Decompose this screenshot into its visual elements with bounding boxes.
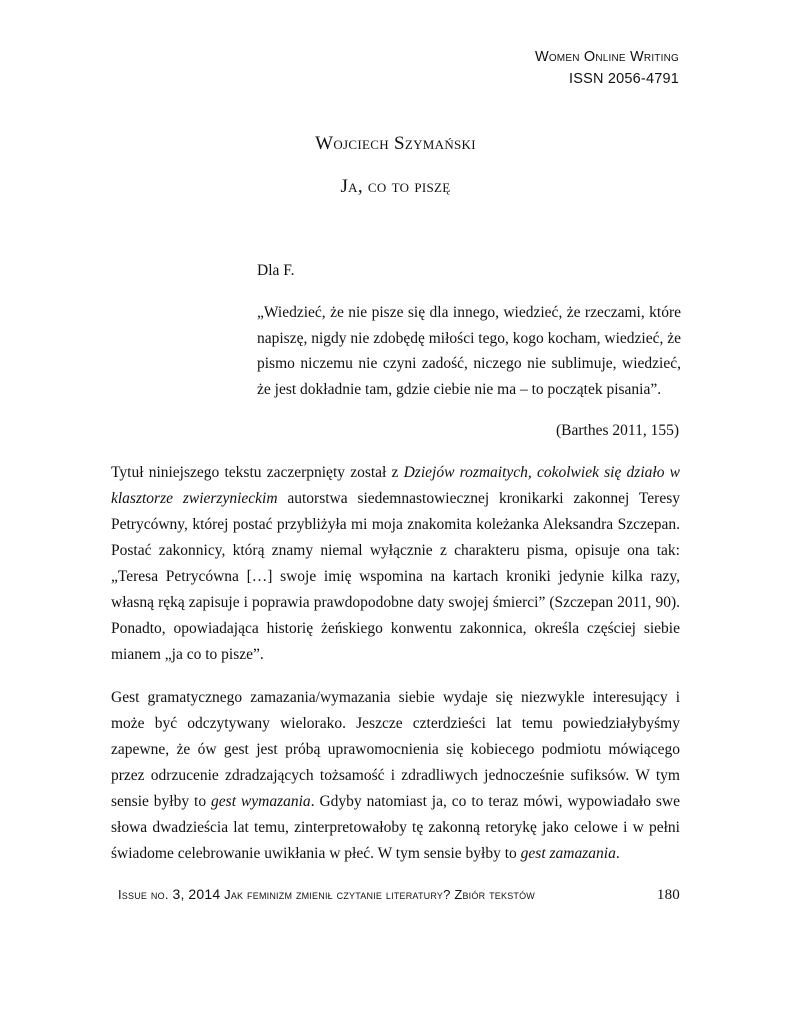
- paragraph-text: Gest gramatycznego zamazania/wymazania siebie wydaje się niezwykle interesujący i może być odczytywany wielorako. Jeszcze czterdzieści lat temu powiedziałybyśmy zapewne, że ów gest jest próbą uprawomocnienia się kobiecego podmiotu mówiącego przez odrzucenie zdradzających tożsamość i zdradliwych jednocześnie sufiksów. W tym sensie byłby to: [111, 689, 680, 810]
- dedication: Dla F.: [257, 262, 295, 279]
- journal-name: Women Online Writing: [534, 49, 679, 65]
- body-paragraph-1: [111, 460, 680, 668]
- running-header: [535, 46, 679, 90]
- issue-year: 2014: [188, 886, 221, 902]
- author-name: Wojciech Szymański: [315, 133, 476, 154]
- epigraph-citation: (Barthes 2011, 155): [556, 422, 679, 439]
- paragraph-text: . Gdyby natomiast ja, co to teraz mówi, wypowiadało swe słowa dwadzieścia lat temu, zinterpretowałoby tę zakonną retorykę jako celowe i w pełni świadome celebrowanie uwikłania w płeć. W tym sensie byłby to: [111, 793, 681, 862]
- italic-term: gest wymazania: [211, 793, 311, 810]
- paragraph-text: .: [615, 845, 620, 862]
- issue-label: Issue no.: [118, 887, 169, 902]
- issn: ISSN 2056-4791: [568, 71, 679, 87]
- body-paragraph-2: [111, 685, 680, 867]
- page-number: 180: [656, 887, 680, 903]
- italic-term: gest zamazania: [520, 845, 616, 862]
- paragraph-text: Tytuł niniejszego tekstu zaczerpnięty został z: [111, 464, 404, 481]
- italic-book-title: Dziejów rozmaitych, cokolwiek się działo w klasztorze zwierzynieckim: [111, 464, 680, 507]
- epigraph: „Wiedzieć, że nie pisze się dla innego, wiedzieć, że rzeczami, które napiszę, nigdy nie zdobędę miłości tego, kogo kocham, wiedzieć, że pismo niczemu nie czyni zadość, niczego nie sublimuje, wiedzieć, że jest dokładnie tam, gdzie ciebie nie ma – to początek pisania”.: [257, 304, 681, 398]
- paragraph-text: autorstwa siedemnastowiecznej kronikarki zakonnej Teresy Petrycówny, której postać przybliżyła mi moja znakomita koleżanka Aleksandra Szczepan. Postać zakonnicy, którą znamy niemal wyłącznie z charakteru pisma, opisuje ona tak: „Teresa Petrycówna […] swoje imię wspomina na kartach kroniki jedynie kilka razy, własną ręką zapisuje i poprawia prawdopodobne daty swojej śmierci” (Szczepan 2011, 90). Ponadto, opowiadająca historię żeńskiego konwentu zakonnica, określa częściej siebie mianem „ja co to pisze”.: [111, 490, 680, 663]
- article-title: Ja, co to piszę: [340, 176, 451, 197]
- footer-issue-info: [118, 886, 535, 902]
- issue-number: 3,: [172, 886, 185, 902]
- running-footer: [118, 886, 680, 904]
- issue-title: Jak feminizm zmienił czytanie literatury? Zbiór tekstów: [224, 887, 535, 902]
